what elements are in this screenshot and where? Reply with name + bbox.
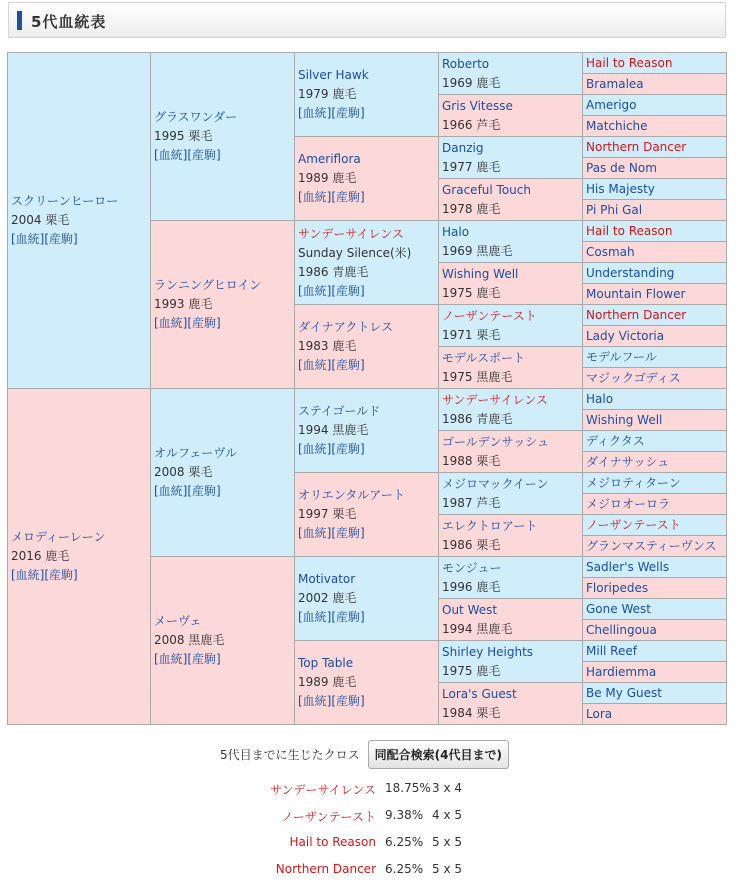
horse-name-link[interactable]: Mountain Flower (586, 287, 686, 301)
pedigree-cell-gen5 (582, 325, 727, 347)
pedigree-table (7, 52, 726, 724)
horse-name-link[interactable]: メーヴェ (154, 614, 202, 628)
pedigree-cell-gen4 (438, 52, 583, 95)
horse-name-link[interactable]: モデルスポート (442, 350, 526, 365)
cross-percentage: 6.25% (385, 862, 424, 876)
horse-info: 1975 鹿毛 (442, 285, 501, 300)
pedigree-link[interactable]: [血統] (298, 526, 332, 540)
pedigree-link[interactable]: [血統] (298, 190, 332, 204)
offspring-link[interactable]: [産駒] (331, 358, 365, 372)
horse-info: 1984 栗毛 (442, 705, 501, 720)
horse-name-link[interactable]: Be My Guest (586, 686, 662, 700)
horse-name-link[interactable]: Top Table (298, 656, 354, 670)
offspring-link[interactable]: [産駒] (331, 106, 365, 120)
horse-info: 1989 鹿毛 (298, 675, 357, 689)
horse-name-link[interactable]: Mill Reef (586, 644, 637, 658)
offspring-link[interactable]: [産駒] (331, 283, 365, 298)
horse-info: Sunday Silence(米) (298, 245, 412, 260)
pedigree-cell-gen3 (294, 136, 439, 221)
horse-name-link[interactable]: サンデーサイレンス (298, 226, 404, 241)
pedigree-cell-gen4 (438, 178, 583, 221)
cross-horse-link[interactable]: サンデーサイレンス (270, 783, 376, 797)
pedigree-cell-gen4 (438, 346, 583, 389)
horse-name-link[interactable]: Graceful Touch (442, 182, 531, 197)
horse-links (298, 104, 438, 123)
pedigree-cell-gen5 (582, 661, 727, 683)
cross-horse-link[interactable]: ノーザンテースト (281, 810, 376, 824)
horse-info: 1975 黒鹿毛 (442, 369, 513, 384)
cross-header (220, 742, 530, 766)
pedigree-cell-gen3 (294, 220, 439, 305)
horse-name-link[interactable]: Halo (442, 224, 470, 239)
horse-info: 2008 黒鹿毛 (154, 633, 225, 647)
pedigree-cell-gen5 (582, 367, 727, 389)
pedigree-cell-gen4 (438, 556, 583, 599)
cross-generation: 5 x 5 (432, 835, 462, 849)
pedigree-cell-gen5 (582, 430, 727, 452)
horse-info: 1969 鹿毛 (442, 75, 501, 90)
offspring-link[interactable]: [産駒] (187, 148, 221, 162)
pedigree-cell-gen5 (582, 346, 727, 368)
horse-name-link[interactable]: モンジュー (442, 560, 502, 575)
pedigree-cell-gen4 (438, 262, 583, 305)
pedigree-cell-gen3 (294, 640, 439, 725)
horse-name-link[interactable]: メジロティターン (586, 476, 681, 490)
horse-name-link[interactable]: Halo (586, 392, 614, 406)
pedigree-cell-gen5 (582, 472, 727, 494)
pedigree-cell-gen4 (438, 220, 583, 263)
pedigree-cell-gen4 (438, 304, 583, 347)
horse-links (154, 650, 294, 669)
pedigree-link[interactable]: [血統] (154, 316, 188, 330)
horse-name-link[interactable]: Pi Phi Gal (586, 203, 643, 217)
horse-name-link[interactable]: マジックゴディス (586, 371, 681, 385)
horse-info: 2008 栗毛 (154, 465, 213, 479)
pedigree-cell-gen5 (582, 199, 727, 221)
pedigree-cell-gen5 (582, 640, 727, 662)
header-accent-bar (17, 11, 22, 30)
cross-horse-link[interactable]: Northern Dancer (275, 862, 376, 876)
horse-name-link[interactable]: ダイナアクトレス (298, 320, 394, 334)
pedigree-cell-gen4 (438, 598, 583, 641)
pedigree-cell-gen3 (294, 52, 439, 137)
pedigree-cell-gen5 (582, 220, 727, 242)
pedigree-cell-gen4 (438, 430, 583, 473)
horse-name-link[interactable]: ノーザンテースト (442, 308, 537, 323)
horse-info: 2002 鹿毛 (298, 591, 357, 605)
horse-name-link[interactable]: Out West (442, 602, 498, 617)
horse-links (11, 230, 150, 249)
offspring-link[interactable]: [産駒] (331, 694, 365, 708)
horse-name-link[interactable]: オリエンタルアート (298, 488, 405, 502)
pedigree-cell-gen4 (438, 682, 583, 725)
offspring-link[interactable]: [産駒] (44, 568, 78, 582)
horse-links (154, 482, 294, 501)
offspring-link[interactable]: [産駒] (331, 190, 365, 204)
horse-name-link[interactable]: Northern Dancer (586, 140, 687, 154)
horse-name-link[interactable]: Lady Victoria (586, 329, 665, 343)
pedigree-link[interactable]: [血統] (298, 442, 332, 456)
horse-name-link[interactable]: グラスワンダー (154, 110, 238, 124)
horse-name-link[interactable]: オルフェーヴル (154, 446, 238, 460)
pedigree-cell-gen2 (150, 52, 295, 221)
horse-links (298, 524, 438, 543)
horse-info: 1995 栗毛 (154, 129, 213, 143)
horse-name-link[interactable]: Hail to Reason (586, 224, 673, 238)
horse-info: 1987 芦毛 (442, 495, 501, 510)
pedigree-cell-gen3 (294, 388, 439, 473)
pedigree-cell-gen3 (294, 304, 439, 389)
pedigree-link[interactable]: [血統] (298, 610, 332, 624)
pedigree-cell-gen4 (438, 94, 583, 137)
horse-name-link[interactable]: Gone West (586, 602, 651, 616)
horse-name-link[interactable]: スクリーンヒーロー (11, 194, 119, 208)
offspring-link[interactable]: [産駒] (331, 442, 365, 456)
horse-info: 1979 鹿毛 (298, 87, 357, 101)
pedigree-link[interactable]: [血統] (298, 694, 332, 708)
horse-name-link[interactable]: Wishing Well (586, 413, 663, 427)
horse-links (154, 146, 294, 165)
horse-name-link[interactable]: メジロオーロラ (586, 497, 671, 511)
pedigree-cell-gen5 (582, 241, 727, 263)
cross-row (0, 835, 741, 855)
horse-links (298, 356, 438, 375)
horse-info: 1994 黒鹿毛 (442, 621, 513, 636)
pedigree-cell-gen2 (150, 220, 295, 389)
horse-name-link[interactable]: Hail to Reason (586, 56, 673, 70)
pedigree-cell-gen2 (150, 388, 295, 557)
horse-links (11, 566, 150, 585)
pedigree-link[interactable]: [血統] (298, 358, 332, 372)
pedigree-cell-gen5 (582, 451, 727, 473)
section-header (8, 2, 726, 38)
pedigree-cell-gen5 (582, 409, 727, 431)
pedigree-cell-gen5 (582, 94, 727, 116)
horse-info: 1977 鹿毛 (442, 159, 501, 174)
horse-name-link[interactable]: Northern Dancer (586, 308, 687, 322)
offspring-link[interactable]: [産駒] (331, 526, 365, 540)
horse-info: 1966 芦毛 (442, 117, 501, 132)
horse-links (298, 440, 438, 459)
horse-name-link[interactable]: Wishing Well (442, 266, 519, 281)
horse-links (298, 188, 438, 207)
horse-info: 1988 栗毛 (442, 453, 501, 468)
cross-label: 5代目までに生じたクロス (220, 747, 360, 762)
horse-name-link[interactable]: ランニングヒロイン (154, 278, 262, 292)
pedigree-cell-gen5 (582, 556, 727, 578)
horse-name-link[interactable]: ディクタス (586, 434, 645, 448)
pedigree-cell-gen4 (438, 388, 583, 431)
pedigree-cell-gen5 (582, 619, 727, 641)
pedigree-link[interactable]: [血統] (298, 106, 332, 120)
pedigree-cell-gen5 (582, 136, 727, 158)
pedigree-cell-gen4 (438, 472, 583, 515)
pedigree-cell-gen1 (7, 388, 151, 725)
pedigree-cell-gen5 (582, 703, 727, 725)
horse-info: 1986 栗毛 (442, 537, 501, 552)
pedigree-link[interactable]: [血統] (11, 232, 45, 246)
pedigree-cell-gen5 (582, 178, 727, 200)
horse-info: 1997 栗毛 (298, 507, 357, 521)
horse-info: 1986 青鹿毛 (298, 264, 369, 279)
offspring-link[interactable]: [産駒] (187, 484, 221, 498)
horse-name-link[interactable]: Cosmah (586, 245, 635, 259)
pedigree-link[interactable]: [血統] (11, 568, 45, 582)
pedigree-cell-gen5 (582, 283, 727, 305)
cross-generation: 4 x 5 (432, 808, 462, 822)
pedigree-cell-gen5 (582, 115, 727, 137)
horse-info: 2004 栗毛 (11, 213, 70, 227)
pedigree-cell-gen5 (582, 388, 727, 410)
horse-name-link[interactable]: Matchiche (586, 119, 648, 133)
pedigree-cell-gen5 (582, 262, 727, 284)
horse-name-link[interactable]: Silver Hawk (298, 68, 369, 82)
pedigree-cell-gen4 (438, 640, 583, 683)
horse-name-link[interactable]: Hardiemma (586, 665, 657, 679)
pedigree-cell-gen4 (438, 514, 583, 557)
offspring-link[interactable]: [産駒] (187, 316, 221, 330)
cross-row (0, 862, 741, 882)
pedigree-cell-gen5 (582, 514, 727, 536)
horse-links (298, 282, 438, 301)
horse-name-link[interactable]: Understanding (586, 266, 675, 280)
cross-generation: 5 x 5 (432, 862, 462, 876)
horse-name-link[interactable]: Gris Vitesse (442, 98, 513, 113)
pedigree-cell-gen5 (582, 598, 727, 620)
horse-name-link[interactable]: ノーザンテースト (586, 518, 681, 532)
horse-name-link[interactable]: Bramalea (586, 77, 644, 91)
horse-name-link[interactable]: Motivator (298, 572, 356, 586)
horse-info: 1994 黒鹿毛 (298, 423, 369, 437)
horse-name-link[interactable]: ゴールデンサッシュ (442, 434, 550, 449)
horse-name-link[interactable]: ダイナサッシュ (586, 455, 670, 469)
horse-name-link[interactable]: Danzig (442, 140, 484, 155)
cross-row (0, 781, 741, 801)
horse-name-link[interactable]: モデルフール (586, 350, 657, 364)
pedigree-cell-gen5 (582, 535, 727, 557)
pedigree-link[interactable]: [血統] (154, 652, 188, 666)
offspring-link[interactable]: [産駒] (331, 610, 365, 624)
pedigree-cell-gen5 (582, 304, 727, 326)
horse-info: 1969 黒鹿毛 (442, 243, 513, 258)
cross-percentage: 9.38% (385, 808, 424, 822)
pedigree-cell-gen3 (294, 556, 439, 641)
horse-name-link[interactable]: Shirley Heights (442, 644, 534, 659)
horse-info: 1975 鹿毛 (442, 663, 501, 678)
pedigree-cell-gen5 (582, 52, 727, 74)
horse-info: 2016 鹿毛 (11, 549, 70, 563)
horse-name-link[interactable]: ステイゴールド (298, 404, 381, 418)
offspring-link[interactable]: [産駒] (44, 232, 78, 246)
pedigree-link[interactable]: [血統] (154, 148, 188, 162)
same-breeding-search-button[interactable]: 同配合検索(4代目まで) (368, 740, 509, 769)
horse-info: 1993 鹿毛 (154, 297, 213, 311)
horse-info: 1989 鹿毛 (298, 171, 357, 185)
pedigree-cell-gen2 (150, 556, 295, 725)
horse-name-link[interactable]: グランマスティーヴンス (586, 539, 717, 553)
pedigree-link[interactable]: [血統] (298, 283, 332, 298)
horse-info: 1983 鹿毛 (298, 339, 357, 353)
horse-name-link[interactable]: メジロマックイーン (442, 476, 549, 491)
pedigree-link[interactable]: [血統] (154, 484, 188, 498)
offspring-link[interactable]: [産駒] (187, 652, 221, 666)
horse-name-link[interactable]: Lora (586, 707, 613, 721)
page-title: 5代血統表 (31, 13, 107, 31)
horse-name-link[interactable]: Pas de Nom (586, 161, 657, 175)
pedigree-cell-gen5 (582, 493, 727, 515)
horse-info: 1978 鹿毛 (442, 201, 501, 216)
horse-name-link[interactable]: Ameriflora (298, 152, 361, 166)
pedigree-cell-gen5 (582, 73, 727, 95)
cross-row (0, 808, 741, 828)
cross-percentage: 18.75% (385, 781, 431, 795)
horse-name-link[interactable]: エレクトロアート (442, 518, 538, 533)
pedigree-cell-gen5 (582, 577, 727, 599)
pedigree-cell-gen4 (438, 136, 583, 179)
horse-links (154, 314, 294, 333)
horse-links (298, 692, 438, 711)
cross-generation: 3 x 4 (432, 781, 462, 795)
horse-info: 1996 鹿毛 (442, 579, 501, 594)
horse-name-link[interactable]: Floripedes (586, 581, 649, 595)
horse-name-link[interactable]: Roberto (442, 56, 490, 71)
cross-percentage: 6.25% (385, 835, 424, 849)
horse-links (298, 608, 438, 627)
horse-name-link[interactable]: Sadler's Wells (586, 560, 670, 574)
horse-name-link[interactable]: Amerigo (586, 98, 637, 112)
horse-name-link[interactable]: Lora's Guest (442, 686, 517, 701)
pedigree-cell-gen1 (7, 52, 151, 389)
horse-name-link[interactable]: Chellingoua (586, 623, 657, 637)
pedigree-cell-gen3 (294, 472, 439, 557)
cross-horse-link[interactable]: Hail to Reason (289, 835, 376, 849)
pedigree-cell-gen5 (582, 682, 727, 704)
horse-name-link[interactable]: サンデーサイレンス (442, 392, 548, 407)
horse-name-link[interactable]: メロディーレーン (11, 530, 106, 544)
pedigree-cell-gen5 (582, 157, 727, 179)
horse-name-link[interactable]: His Majesty (586, 182, 655, 196)
horse-info: 1986 青鹿毛 (442, 411, 513, 426)
horse-info: 1971 栗毛 (442, 327, 501, 342)
